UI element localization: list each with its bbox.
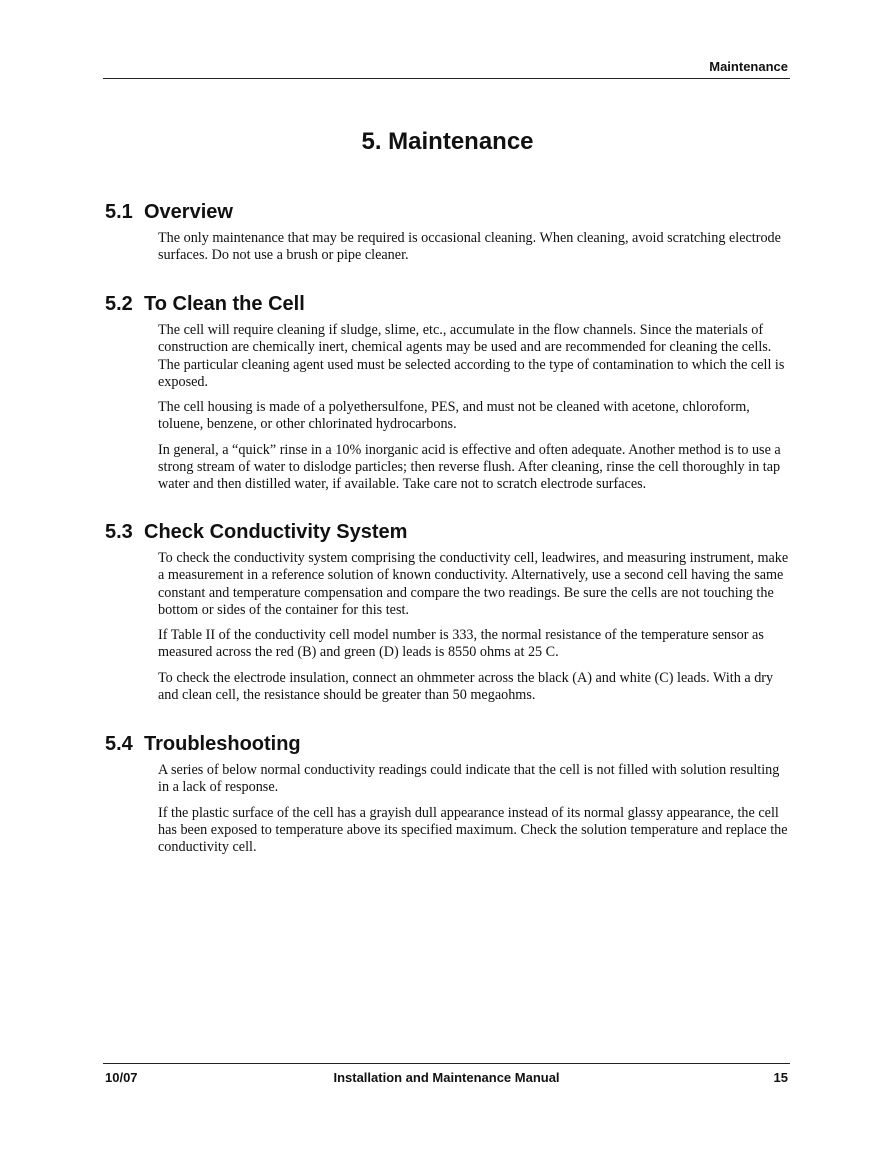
paragraph: To check the electrode insulation, connect an ohmmeter across the black (A) and white (C) leads. With a dry and clean cell, the resistance should be greater than 50 megaohms. bbox=[158, 669, 774, 704]
section-number: 5.4 bbox=[105, 733, 133, 755]
section-overview bbox=[105, 200, 795, 273]
section-title: Check Conductivity System bbox=[144, 521, 408, 543]
footer-date: 10/07 bbox=[105, 1070, 138, 1085]
section-number: 5.1 bbox=[105, 201, 133, 223]
paragraph: The cell housing is made of a polyethersulfone, PES, and must not be cleaned with acetone, chloroform, toluene, benzene, or other chlorinated hydrocarbons. bbox=[158, 399, 750, 433]
chapter-title: 5. Maintenance bbox=[361, 128, 534, 155]
paragraph: To check the conductivity system comprising the conductivity cell, leadwires, and measuring instrument, make a measurement in a reference solution of known conductivity. Alternatively, use a second cell having the same constant and temperature compensation and compare the two readings. Be sure the cells are not touching the bottom or sides of the container for this test. bbox=[158, 550, 789, 618]
paragraph: The cell will require cleaning if sludge, slime, etc., accumulate in the flow channels. Since the materials of construction are chemically inert, chemical agents may be used and are recommended for cleaning the cells. The particular cleaning agent used must be selected according to the type of contamination to which the cell is exposed. bbox=[158, 322, 785, 390]
section-title: To Clean the Cell bbox=[144, 293, 305, 315]
section-troubleshooting bbox=[105, 732, 795, 864]
section-check-conductivity-system bbox=[105, 520, 795, 712]
section-number: 5.3 bbox=[105, 521, 133, 543]
page-footer bbox=[103, 1063, 790, 1094]
paragraph: A series of below normal conductivity readings could indicate that the cell is not filled with solution resulting in a lack of response. bbox=[158, 762, 780, 796]
footer-manual-title: Installation and Maintenance Manual bbox=[333, 1070, 560, 1085]
header-title: Maintenance bbox=[709, 59, 788, 74]
paragraph: If Table II of the conductivity cell model number is 333, the normal resistance of the temperature sensor as measured across the red (B) and green (D) leads is 8550 ohms at 25 C. bbox=[158, 627, 764, 661]
paragraph: In general, a “quick” rinse in a 10% inorganic acid is effective and often adequate. Another method is to use a strong stream of water to dislodge particles; then reverse flush. After cleaning, rinse the cell thoroughly in tap water and then distilled water, if available. Take care not to scratch electrode surfaces. bbox=[158, 441, 781, 493]
section-heading bbox=[105, 292, 795, 316]
section-title: Troubleshooting bbox=[144, 733, 301, 755]
footer-page-number: 15 bbox=[773, 1070, 788, 1085]
paragraph: If the plastic surface of the cell has a grayish dull appearance instead of its normal glassy appearance, the cell has been exposed to temperature above its specified maximum. Check the solution temperature and replace the conductivity cell. bbox=[158, 804, 788, 856]
section-heading bbox=[105, 200, 795, 224]
section-to-clean-the-cell bbox=[105, 292, 795, 502]
section-heading bbox=[105, 732, 795, 756]
section-title: Overview bbox=[144, 201, 233, 223]
section-heading bbox=[105, 520, 795, 544]
paragraph: The only maintenance that may be required is occasional cleaning. When cleaning, avoid scratching electrode surfaces. Do not use a brush or pipe cleaner. bbox=[158, 230, 781, 264]
section-number: 5.2 bbox=[105, 293, 133, 315]
page-header bbox=[103, 56, 790, 79]
